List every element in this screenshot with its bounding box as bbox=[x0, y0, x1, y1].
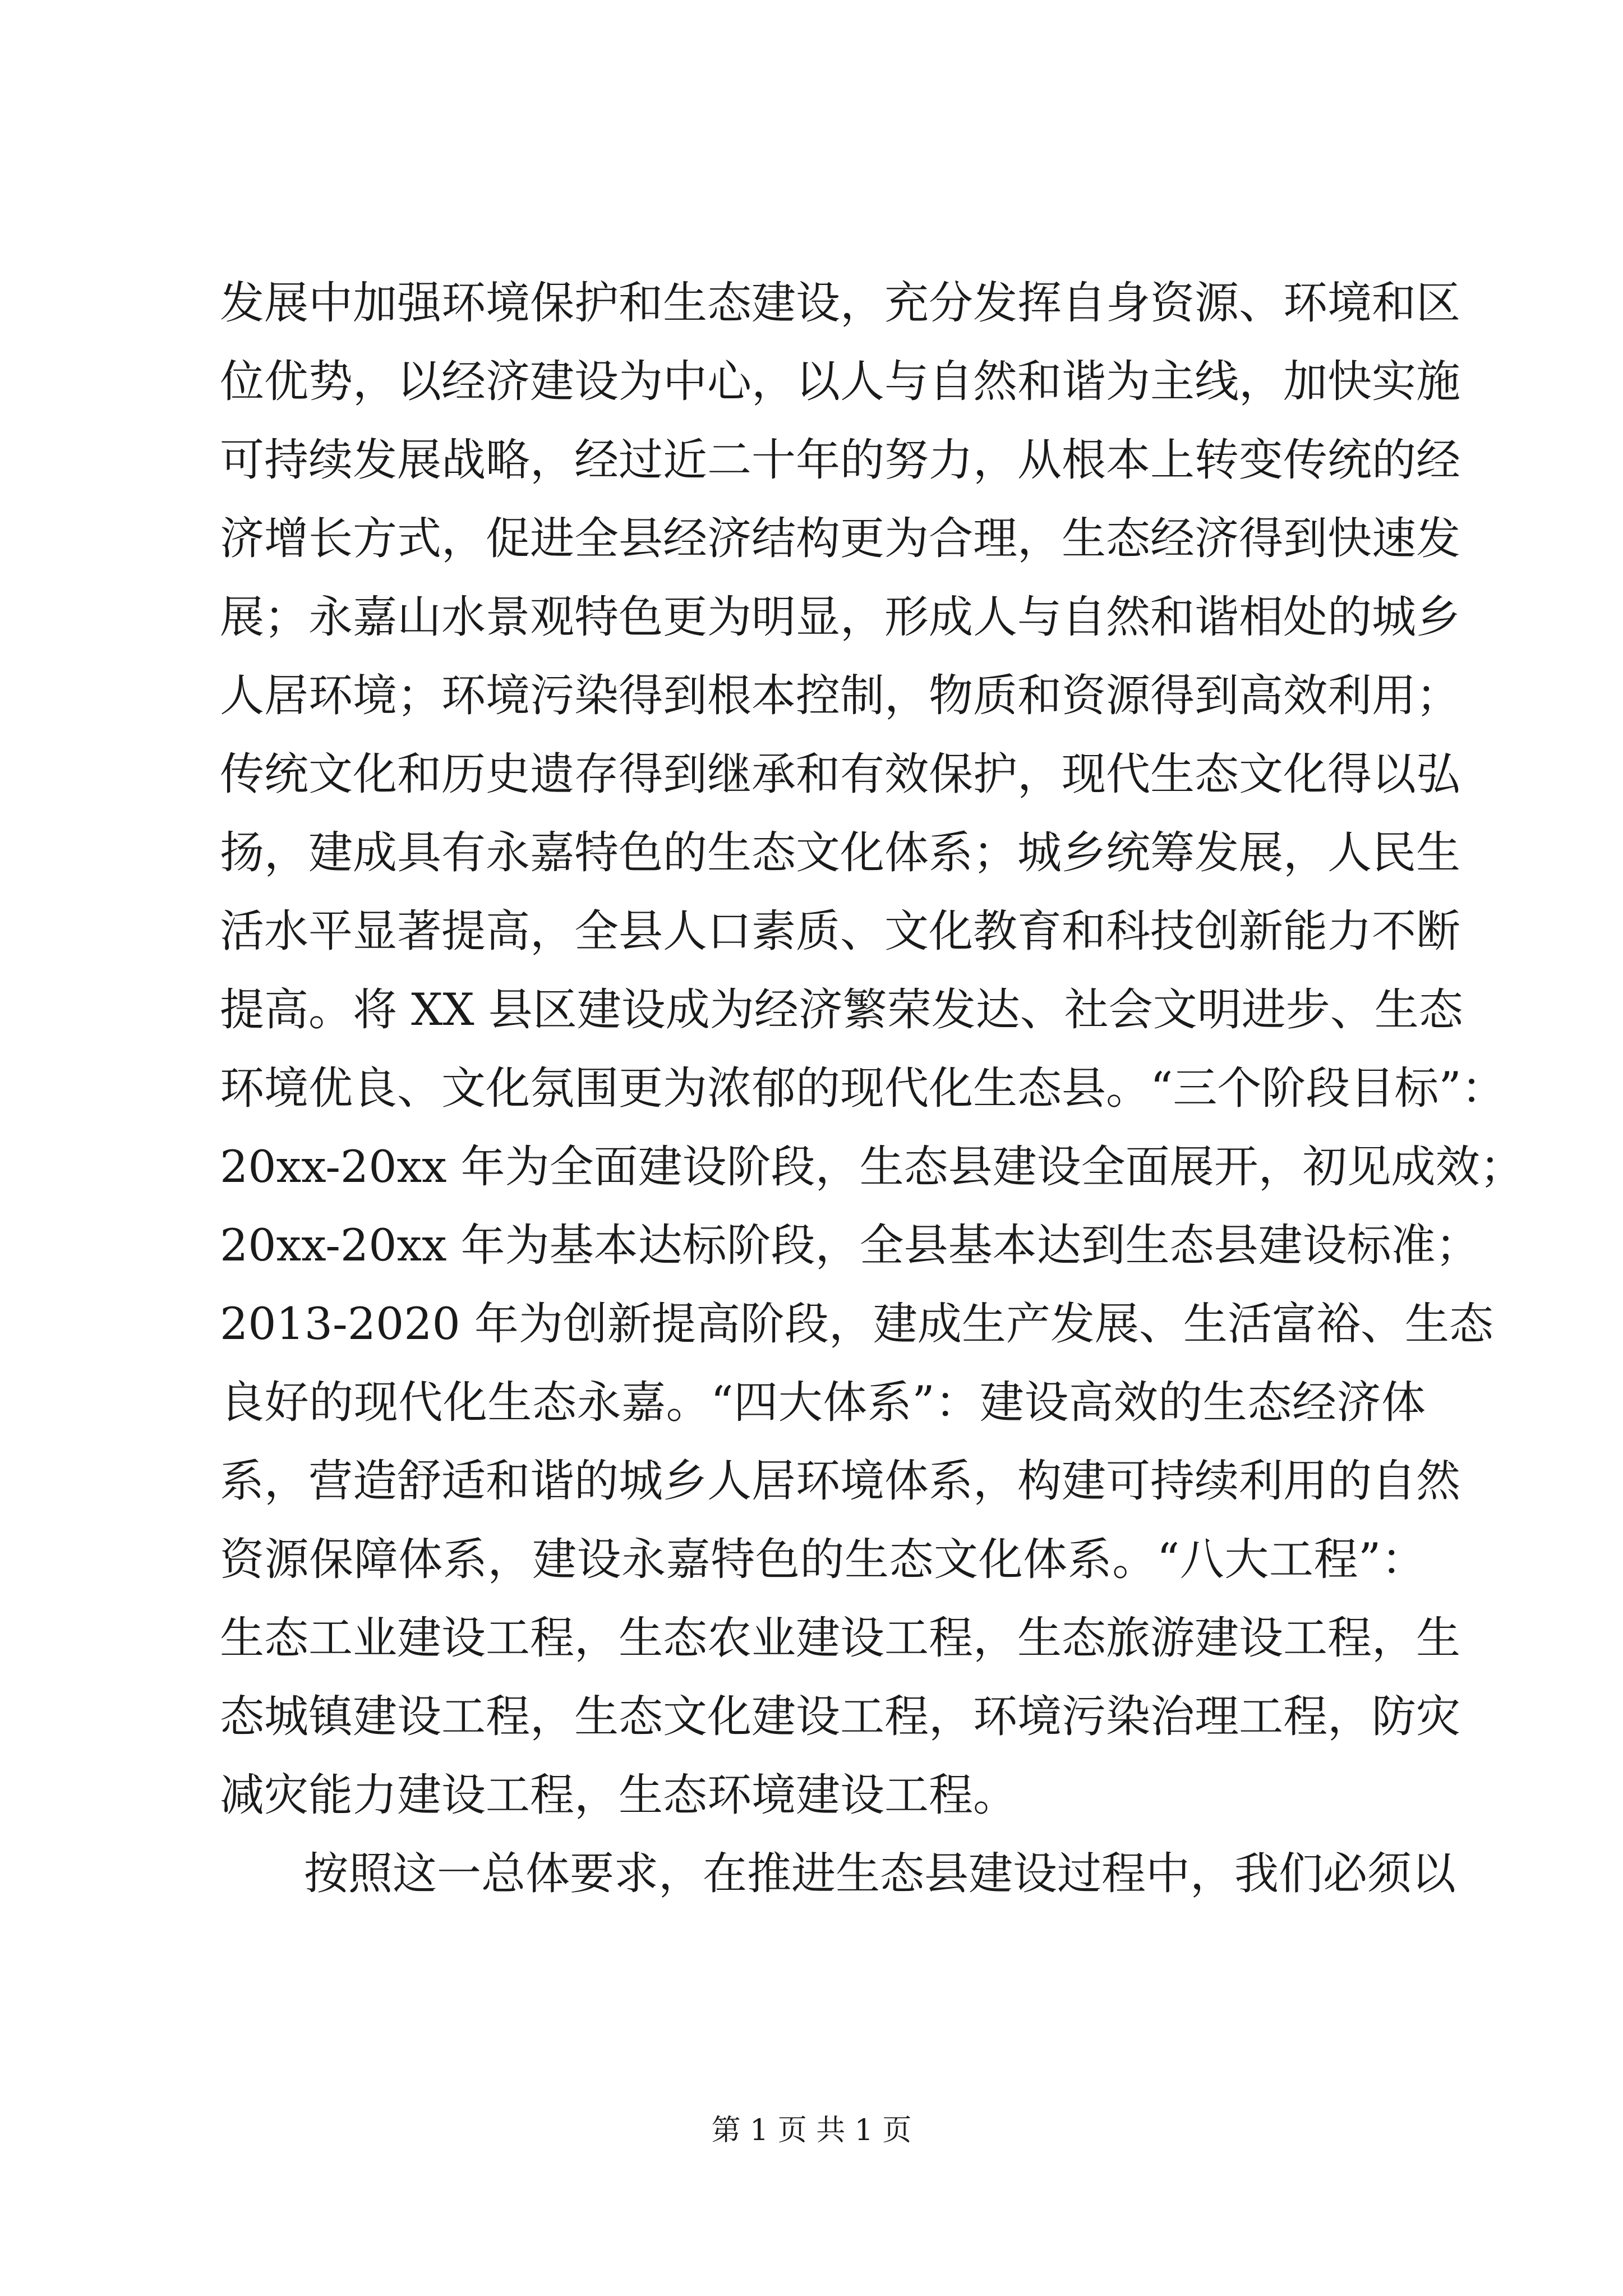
text-line: 扬，建成具有永嘉特色的生态文化体系；城乡统筹发展，人民生 bbox=[220, 827, 1460, 878]
text-line: 展；永嘉山水景观特色更为明显，形成人与自然和谐相处的城乡 bbox=[220, 591, 1460, 643]
text-line: 位优势，以经济建设为中心，以人与自然和谐为主线，加快实施 bbox=[220, 356, 1460, 407]
text-line: 发展中加强环境保护和生态建设，充分发挥自身资源、环境和区 bbox=[220, 277, 1460, 329]
text-line: 提高。将 XX 县区建设成为经济繁荣发达、社会文明进步、生态 bbox=[220, 984, 1463, 1036]
text-line: 环境优良、文化氛围更为浓郁的现代化生态县。“三个阶段目标”： bbox=[220, 1062, 1506, 1114]
text-line: 20xx-20xx 年为全面建设阶段，生态县建设全面展开，初见成效； bbox=[220, 1141, 1524, 1193]
paragraph-start-line: 按照这一总体要求，在推进生态县建设过程中，我们必须以 bbox=[304, 1848, 1456, 1899]
body-text bbox=[220, 264, 1524, 1913]
text-line: 活水平显著提高，全县人口素质、文化教育和科技创新能力不断 bbox=[220, 905, 1460, 957]
text-line: 济增长方式，促进全县经济结构更为合理，生态经济得到快速发 bbox=[220, 513, 1460, 564]
text-line: 人居环境；环境污染得到根本控制，物质和资源得到高效利用； bbox=[220, 670, 1460, 721]
text-line: 可持续发展战略，经过近二十年的努力，从根本上转变传统的经 bbox=[220, 434, 1460, 486]
text-line: 态城镇建设工程，生态文化建设工程，环境污染治理工程，防灾 bbox=[220, 1691, 1460, 1742]
text-line: 资源保障体系，建设永嘉特色的生态文化体系。“八大工程”： bbox=[220, 1534, 1426, 1585]
text-line: 20xx-20xx 年为基本达标阶段，全县基本达到生态县建设标准； bbox=[220, 1220, 1480, 1271]
text-line: 传统文化和历史遗存得到继承和有效保护，现代生态文化得以弘 bbox=[220, 748, 1460, 800]
text-line: 2013-2020 年为创新提高阶段，建成生产发展、生活富裕、生态 bbox=[220, 1298, 1493, 1350]
text-line: 减灾能力建设工程，生态环境建设工程。 bbox=[220, 1769, 1017, 1821]
page-footer: 第 1 页 共 1 页 bbox=[711, 2114, 912, 2147]
text-line: 系，营造舒适和谐的城乡人居环境体系，构建可持续利用的自然 bbox=[220, 1455, 1460, 1507]
text-line: 良好的现代化生态永嘉。“四大体系”：建设高效的生态经济体 bbox=[220, 1377, 1426, 1428]
text-line: 生态工业建设工程，生态农业建设工程，生态旅游建设工程，生 bbox=[220, 1612, 1460, 1664]
